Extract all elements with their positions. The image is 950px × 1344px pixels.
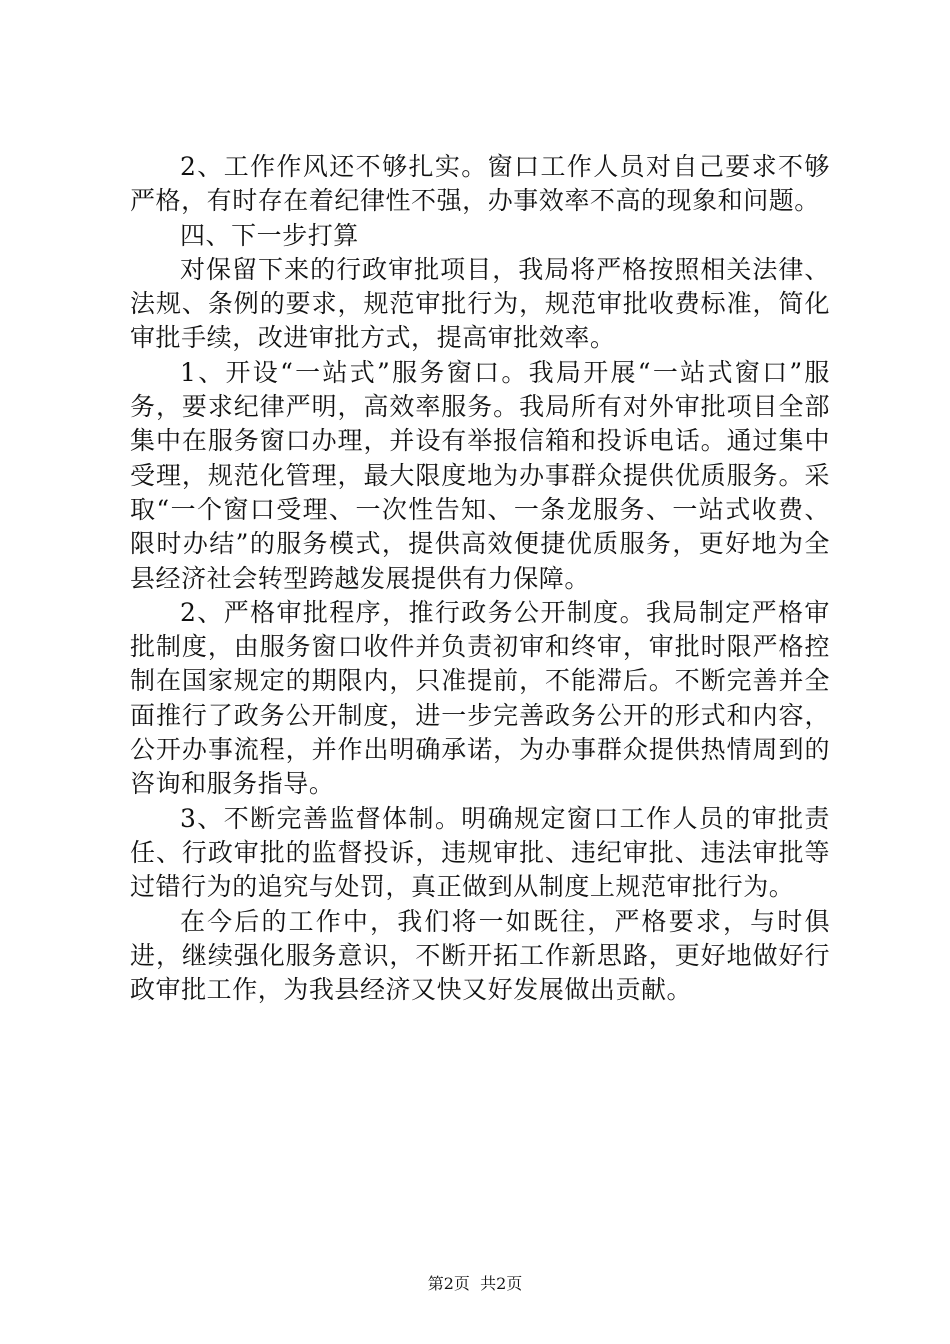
section-heading-next-steps: 四、下一步打算 [180,220,359,250]
page-number-label: 第2页 共2页 [427,1274,523,1293]
paragraph-approval-procedure: 2、严格审批程序，推行政务公开制度。我局制定严格审批制度，由服务窗口收件并负责初审和终审，审批时限严格控制在国家规定的期限内，只准提前，不能滞后。不断完善并全面推行了政务公开制度，进一步完善政务公开的形式和内容，公开办事流程，并作出明确承诺，为办事群众提供热情周到的咨询和服务指导。 [130,597,830,799]
paragraph-closing: 在今后的工作中，我们将一如既往，严格要求，与时俱进，继续强化服务意识，不断开拓工作新思路，更好地做好行政审批工作，为我县经济又快又好发展做出贡献。 [130,906,830,1005]
document-body [130,150,830,1007]
paragraph-one-stop-window: 1、开设“一站式”服务窗口。我局开展“一站式窗口”服务，要求纪律严明，高效率服务。我局所有对外审批项目全部集中在服务窗口办理，并设有举报信箱和投诉电话。通过集中受理，规范化管理，最大限度地为办事群众提供优质服务。采取“一个窗口受理、一次性告知、一条龙服务、一站式收费、限时办结”的服务模式，提供高效便捷优质服务，更好地为全县经济社会转型跨越发展提供有力保障。 [130,357,830,593]
page-footer [0,1273,950,1295]
paragraph-supervision-system: 3、不断完善监督体制。明确规定窗口工作人员的审批责任、行政审批的监督投诉，违规审批、违纪审批、违法审批等过错行为的追究与处罚，真正做到从制度上规范审批行为。 [130,803,830,902]
paragraph-retained-approvals: 对保留下来的行政审批项目，我局将严格按照相关法律、法规、条例的要求，规范审批行为，规范审批收费标准，简化审批手续，改进审批方式，提高审批效率。 [130,254,830,353]
paragraph-work-style-issue: 2、工作作风还不够扎实。窗口工作人员对自己要求不够严格，有时存在着纪律性不强，办事效率不高的现象和问题。 [130,152,830,216]
